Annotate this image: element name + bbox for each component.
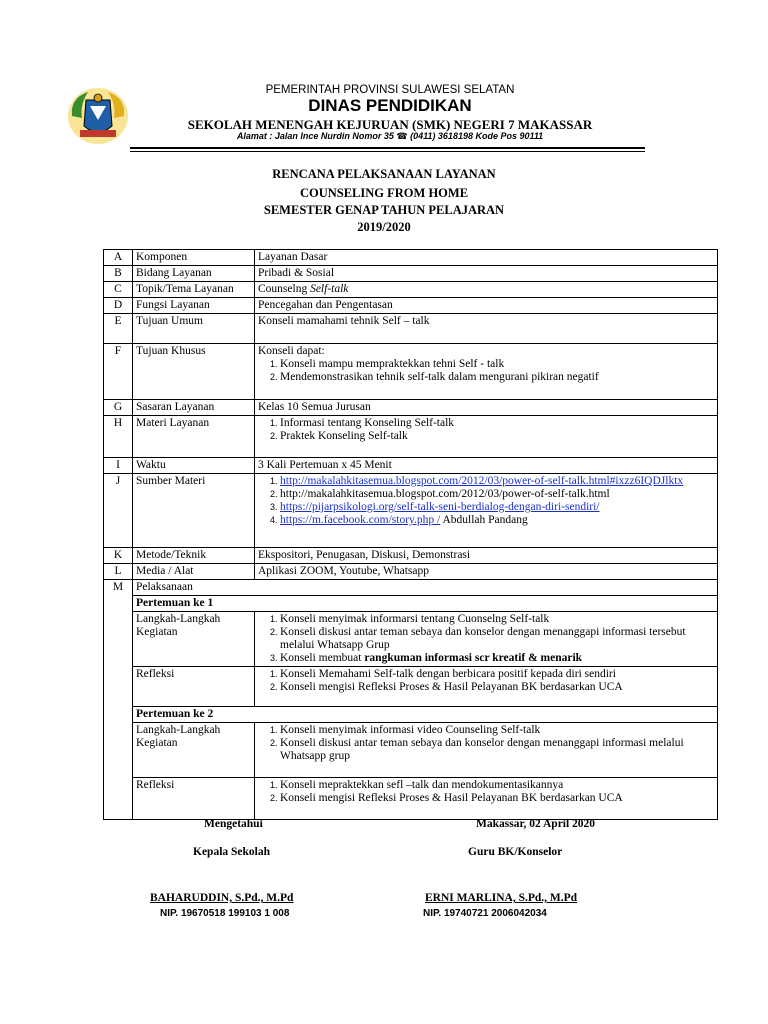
row-label: Sasaran Layanan <box>133 400 255 416</box>
source-link[interactable]: https://pijarpsikologi.org/self-talk-seni-berdialog-dengan-diri-sendiri/ <box>280 501 600 513</box>
row-value <box>255 667 718 707</box>
letterhead-address: Alamat : Jalan Ince Nurdin Nomor 35 ☎ (0411) 3618198 Kode Pos 90111 <box>236 131 544 141</box>
row-code: E <box>104 314 133 344</box>
row-label: Fungsi Layanan <box>133 298 255 314</box>
row-code: L <box>104 564 133 580</box>
row-value <box>255 474 718 548</box>
table-row <box>104 344 718 400</box>
list-item: 2. Praktek Konseling Self-talk <box>280 430 714 443</box>
row-value <box>255 723 718 778</box>
document-year: 2019/2020 <box>357 220 411 234</box>
row-label: Pelaksanaan <box>133 580 718 596</box>
row-value: Pencegahan dan Pengentasan <box>255 298 718 314</box>
table-row <box>104 400 718 416</box>
row-code: A <box>104 250 133 266</box>
table-row <box>104 564 718 580</box>
table-row <box>104 778 718 820</box>
counselor-nip: NIP. 19740721 2006042034 <box>423 908 547 919</box>
list-item: 1. Informasi tentang Konseling Self-talk <box>280 417 714 430</box>
principal-role: Kepala Sekolah <box>193 846 271 858</box>
row-value <box>255 612 718 667</box>
table-row <box>104 458 718 474</box>
list-item: 1. Konseli Memahami Self-talk dengan berbicara positif kepada diri sendiri <box>280 668 714 681</box>
service-plan-table <box>103 249 718 820</box>
meeting-1-reflection-list <box>258 668 714 694</box>
step-bold-text: rangkuman informasi scr kreatif & menarik <box>364 652 583 664</box>
row-code: J <box>104 474 133 548</box>
row-code: B <box>104 266 133 282</box>
principal-nip: NIP. 19670518 199103 1 008 <box>160 908 290 919</box>
row-value <box>255 416 718 458</box>
meeting-2-reflection-list <box>258 779 714 805</box>
list-item: 2. Konseli mengisi Refleksi Proses & Hasil Pelayanan BK berdasarkan UCA <box>280 681 714 694</box>
table-row <box>104 667 718 707</box>
document-semester: SEMESTER GENAP TAHUN PELAJARAN <box>263 203 505 217</box>
list-item: 1. Konseli mepraktekkan sefl –talk dan mendokumentasikannya <box>280 779 714 792</box>
list-item: 2. Konseli diskusi antar teman sebaya dan konselor dengan menanggapi informasi tersebut melalui Whatsapp Grup <box>280 626 714 652</box>
row-code: F <box>104 344 133 400</box>
table-row <box>104 596 718 612</box>
row-label: Topik/Tema Layanan <box>133 282 255 298</box>
list-item: 2. Konseli diskusi antar teman sebaya dan konselor dengan menanggapi informasi melalui Whatsapp grup <box>280 737 714 763</box>
row-value: 3 Kali Pertemuan x 45 Menit <box>255 458 718 474</box>
source-author: Abdullah Pandang <box>440 514 528 526</box>
table-row <box>104 298 718 314</box>
row-code: H <box>104 416 133 458</box>
table-row <box>104 474 718 548</box>
government-emblem-icon <box>66 86 130 146</box>
source-link[interactable]: https://m.facebook.com/story.php / <box>280 514 441 526</box>
counselor-role: Guru BK/Konselor <box>468 846 563 858</box>
meeting-1-steps-label: Langkah-Langkah Kegiatan <box>133 612 255 667</box>
row-code: M <box>104 580 133 820</box>
principal-name: BAHARUDDIN, S.Pd., M.Pd <box>150 892 294 904</box>
row-value: Pribadi & Sosial <box>255 266 718 282</box>
row-label: Tujuan Khusus <box>133 344 255 400</box>
letterhead-rule-thick <box>130 147 645 149</box>
table-row <box>104 548 718 564</box>
materials-list <box>258 417 714 443</box>
step-text: Konseli membuat <box>280 652 365 664</box>
row-value: Konseli mamahami tehnik Self – talk <box>255 314 718 344</box>
letterhead-school: SEKOLAH MENENGAH KEJURUAN (SMK) NEGERI 7 MAKASSAR <box>187 117 593 132</box>
row-value <box>255 282 718 298</box>
row-value <box>255 344 718 400</box>
meeting-2-steps-label: Langkah-Langkah Kegiatan <box>133 723 255 778</box>
row-code: I <box>104 458 133 474</box>
meeting-2-title: Pertemuan ke 2 <box>133 707 718 723</box>
counselor-name: ERNI MARLINA, S.Pd., M.Pd <box>425 892 578 904</box>
table-row <box>104 282 718 298</box>
table-row <box>104 314 718 344</box>
meeting-2-reflection-label: Refleksi <box>133 778 255 820</box>
row-label: Bidang Layanan <box>133 266 255 282</box>
table-row <box>104 250 718 266</box>
row-label: Tujuan Umum <box>133 314 255 344</box>
list-item: 1. Konseli menyimak informasi video Counseling Self-talk <box>280 724 714 737</box>
table-row <box>104 612 718 667</box>
objectives-intro: Konseli dapat: <box>258 345 325 357</box>
topic-text: Counselng <box>258 283 311 295</box>
source-link[interactable]: http://makalahkitasemua.blogspot.com/2012/03/power-of-self-talk.html#ixzz6IQDJlktx <box>280 475 684 487</box>
list-item: 1. Konseli mampu mempraktekkan tehni Self - talk <box>280 358 714 371</box>
row-label: Sumber Materi <box>133 474 255 548</box>
topic-italic-text: Self-talk <box>310 283 349 295</box>
row-label: Waktu <box>133 458 255 474</box>
table-row <box>104 580 718 596</box>
row-code: G <box>104 400 133 416</box>
letterhead-rule-thin <box>130 151 645 152</box>
row-label: Materi Layanan <box>133 416 255 458</box>
objectives-list <box>258 358 714 384</box>
row-code: D <box>104 298 133 314</box>
table-row <box>104 266 718 282</box>
letterhead-government: PEMERINTAH PROVINSI SULAWESI SELATAN <box>265 84 515 96</box>
row-value: Ekspositori, Penugasan, Diskusi, Demonstrasi <box>255 548 718 564</box>
meeting-1-title: Pertemuan ke 1 <box>133 596 718 612</box>
row-value: Layanan Dasar <box>255 250 718 266</box>
document-subtitle: COUNSELING FROM HOME <box>299 186 469 200</box>
table-row <box>104 707 718 723</box>
meeting-2-steps-list <box>258 724 714 763</box>
table-row <box>104 416 718 458</box>
row-label: Media / Alat <box>133 564 255 580</box>
row-code: K <box>104 548 133 564</box>
sources-list <box>258 475 714 527</box>
row-label: Metode/Teknik <box>133 548 255 564</box>
place-date: Makassar, 02 April 2020 <box>476 818 596 830</box>
list-item: 2. Mendemonstrasikan tehnik self-talk dalam mengurani pikiran negatif <box>280 371 714 384</box>
list-item: 1. Konseli menyimak informarsi tentang Cuonselng Self-talk <box>280 613 714 626</box>
row-value: Kelas 10 Semua Jurusan <box>255 400 718 416</box>
row-label: Komponen <box>133 250 255 266</box>
list-item: 2. Konseli mengisi Refleksi Proses & Hasil Pelayanan BK berdasarkan UCA <box>280 792 714 805</box>
row-code: C <box>104 282 133 298</box>
acknowledged-heading: Mengetahui <box>204 818 263 830</box>
meeting-1-steps-list <box>258 613 714 665</box>
document-title: RENCANA PELAKSANAAN LAYANAN <box>272 167 496 181</box>
meeting-1-reflection-label: Refleksi <box>133 667 255 707</box>
letterhead-department: DINAS PENDIDIKAN <box>308 96 472 115</box>
row-value <box>255 778 718 820</box>
list-item: 2. http://makalahkitasemua.blogspot.com/2012/03/power-of-self-talk.html <box>280 488 714 501</box>
row-value: Aplikasi ZOOM, Youtube, Whatsapp <box>255 564 718 580</box>
table-row <box>104 723 718 778</box>
